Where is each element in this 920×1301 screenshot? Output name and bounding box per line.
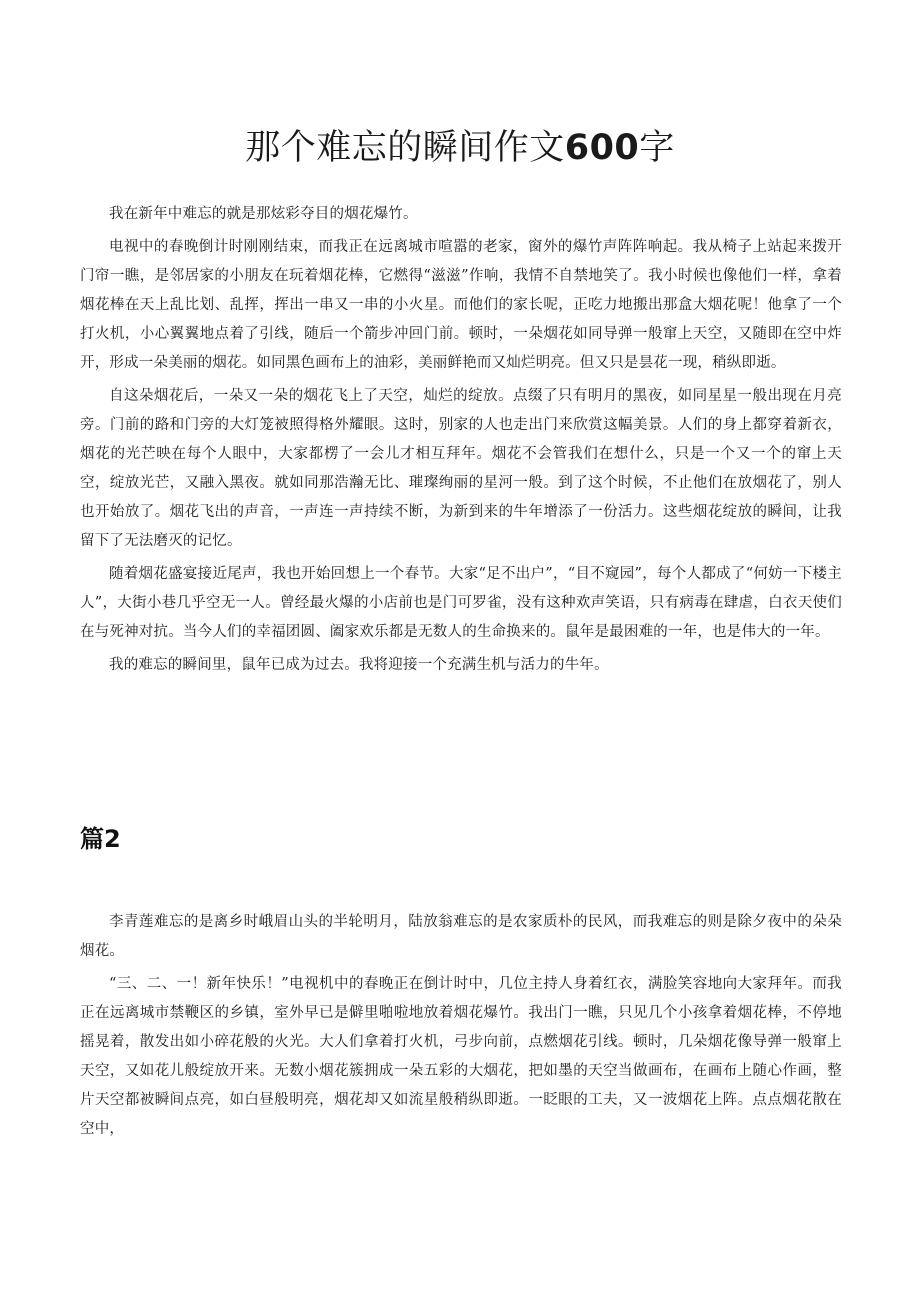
paragraph: 自这朵烟花后，一朵又一朵的烟花飞上了天空，灿烂的绽放。点缀了只有明月的黑夜，如同星星一般出现在月亮旁。门前的路和门旁的大灯笼被照得格外耀眼。这时，别家的人也走出门来欣赏这幅美景。人们的身上都穿着新衣，烟花的光芒映在每个人眼中，大家都楞了一会儿才相互拜年。烟花不会管我们在想什么，只是一个又一个的窜上天空，绽放光芒，又融入黑夜。就如同那浩瀚无比、璀璨绚丽的星河一般。到了这个时候，不止他们在放烟花了，别人也开始放了。烟花飞出的声音，一声连一声持续不断，为新到来的牛年增添了一份活力。这些烟花绽放的瞬间，让我留下了无法磨灭的记忆。: [80, 388, 842, 549]
section-1: [80, 200, 842, 680]
paragraph: 我的难忘的瞬间里，鼠年已成为过去。我将迎接一个充满生机与活力的牛年。: [109, 657, 609, 673]
title-suffix: 字: [639, 128, 675, 168]
paragraph: “三、二、一！新年快乐！”电视机中的春晚正在倒计时中，几位主持人身着红衣，满脸笑容地向大家拜年。而我正在远离城市禁鞭区的乡镇，室外早已是僻里啪啦地放着烟花爆竹。我出门一瞧，只见几个小孩拿着烟花棒，不停地摇晃着，散发出如小碎花般的火光。大人们拿着打火机，弓步向前，点燃烟花引线。顿时，几朵烟花像导弹一般窜上天空，又如花儿般绽放开来。无数小烟花簇拥成一朵五彩的大烟花，把如墨的天空当做画布，在画布上随心作画，整片天空都被瞬间点亮，如白昼般明亮，烟花却又如流星般稍纵即逝。一眨眼的工夫，又一波烟花上阵。点点烟花散在空中，: [80, 976, 842, 1137]
document-title: [0, 124, 920, 172]
paragraph: 李青莲难忘的是离乡时峨眉山头的半轮明月，陆放翁难忘的是农家质朴的民风，而我难忘的则是除夕夜中的朵朵烟花。: [80, 914, 842, 959]
paragraph: 电视中的春晚倒计时刚刚结束，而我正在远离城市喧嚣的老家，窗外的爆竹声阵阵响起。我从椅子上站起来拨开门帘一瞧，是邻居家的小朋友在玩着烟花棒，它燃得“滋滋”作响，我情不自禁地笑了。我小时候也像他们一样，拿着烟花棒在天上乱比划、乱挥，挥出一串又一串的小火星。而他们的家长呢，正吃力地搬出那盒大烟花呢！他拿了一个打火机，小心翼翼地点着了引线，随后一个箭步冲回门前。顿时，一朵烟花如同导弹一般窜上天空，又随即在空中炸开，形成一朵美丽的烟花。如同黑色画布上的油彩，美丽鲜艳而又灿烂明亮。但又只是昙花一现，稍纵即逝。: [80, 239, 842, 371]
paragraph: 我在新年中难忘的就是那炫彩夺目的烟花爆竹。: [109, 206, 418, 222]
paragraph: 随着烟花盛宴接近尾声，我也开始回想上一个春节。大家“足不出户”，“目不窥园”，每个人都成了“何妨一下楼主人”，大街小巷几乎空无一人。曾经最火爆的小店前也是门可罗雀，没有这种欢声笑语，只有病毒在肆虐，白衣天使们在与死神对抗。当今人们的幸福团圆、阖家欢乐都是无数人的生命换来的。鼠年是最困难的一年，也是伟大的一年。: [80, 566, 842, 640]
title-number: 600: [564, 128, 640, 168]
section-heading: 篇2: [80, 825, 121, 853]
title-text: 那个难忘的瞬间作文: [245, 128, 565, 168]
section-2: [80, 908, 842, 1144]
